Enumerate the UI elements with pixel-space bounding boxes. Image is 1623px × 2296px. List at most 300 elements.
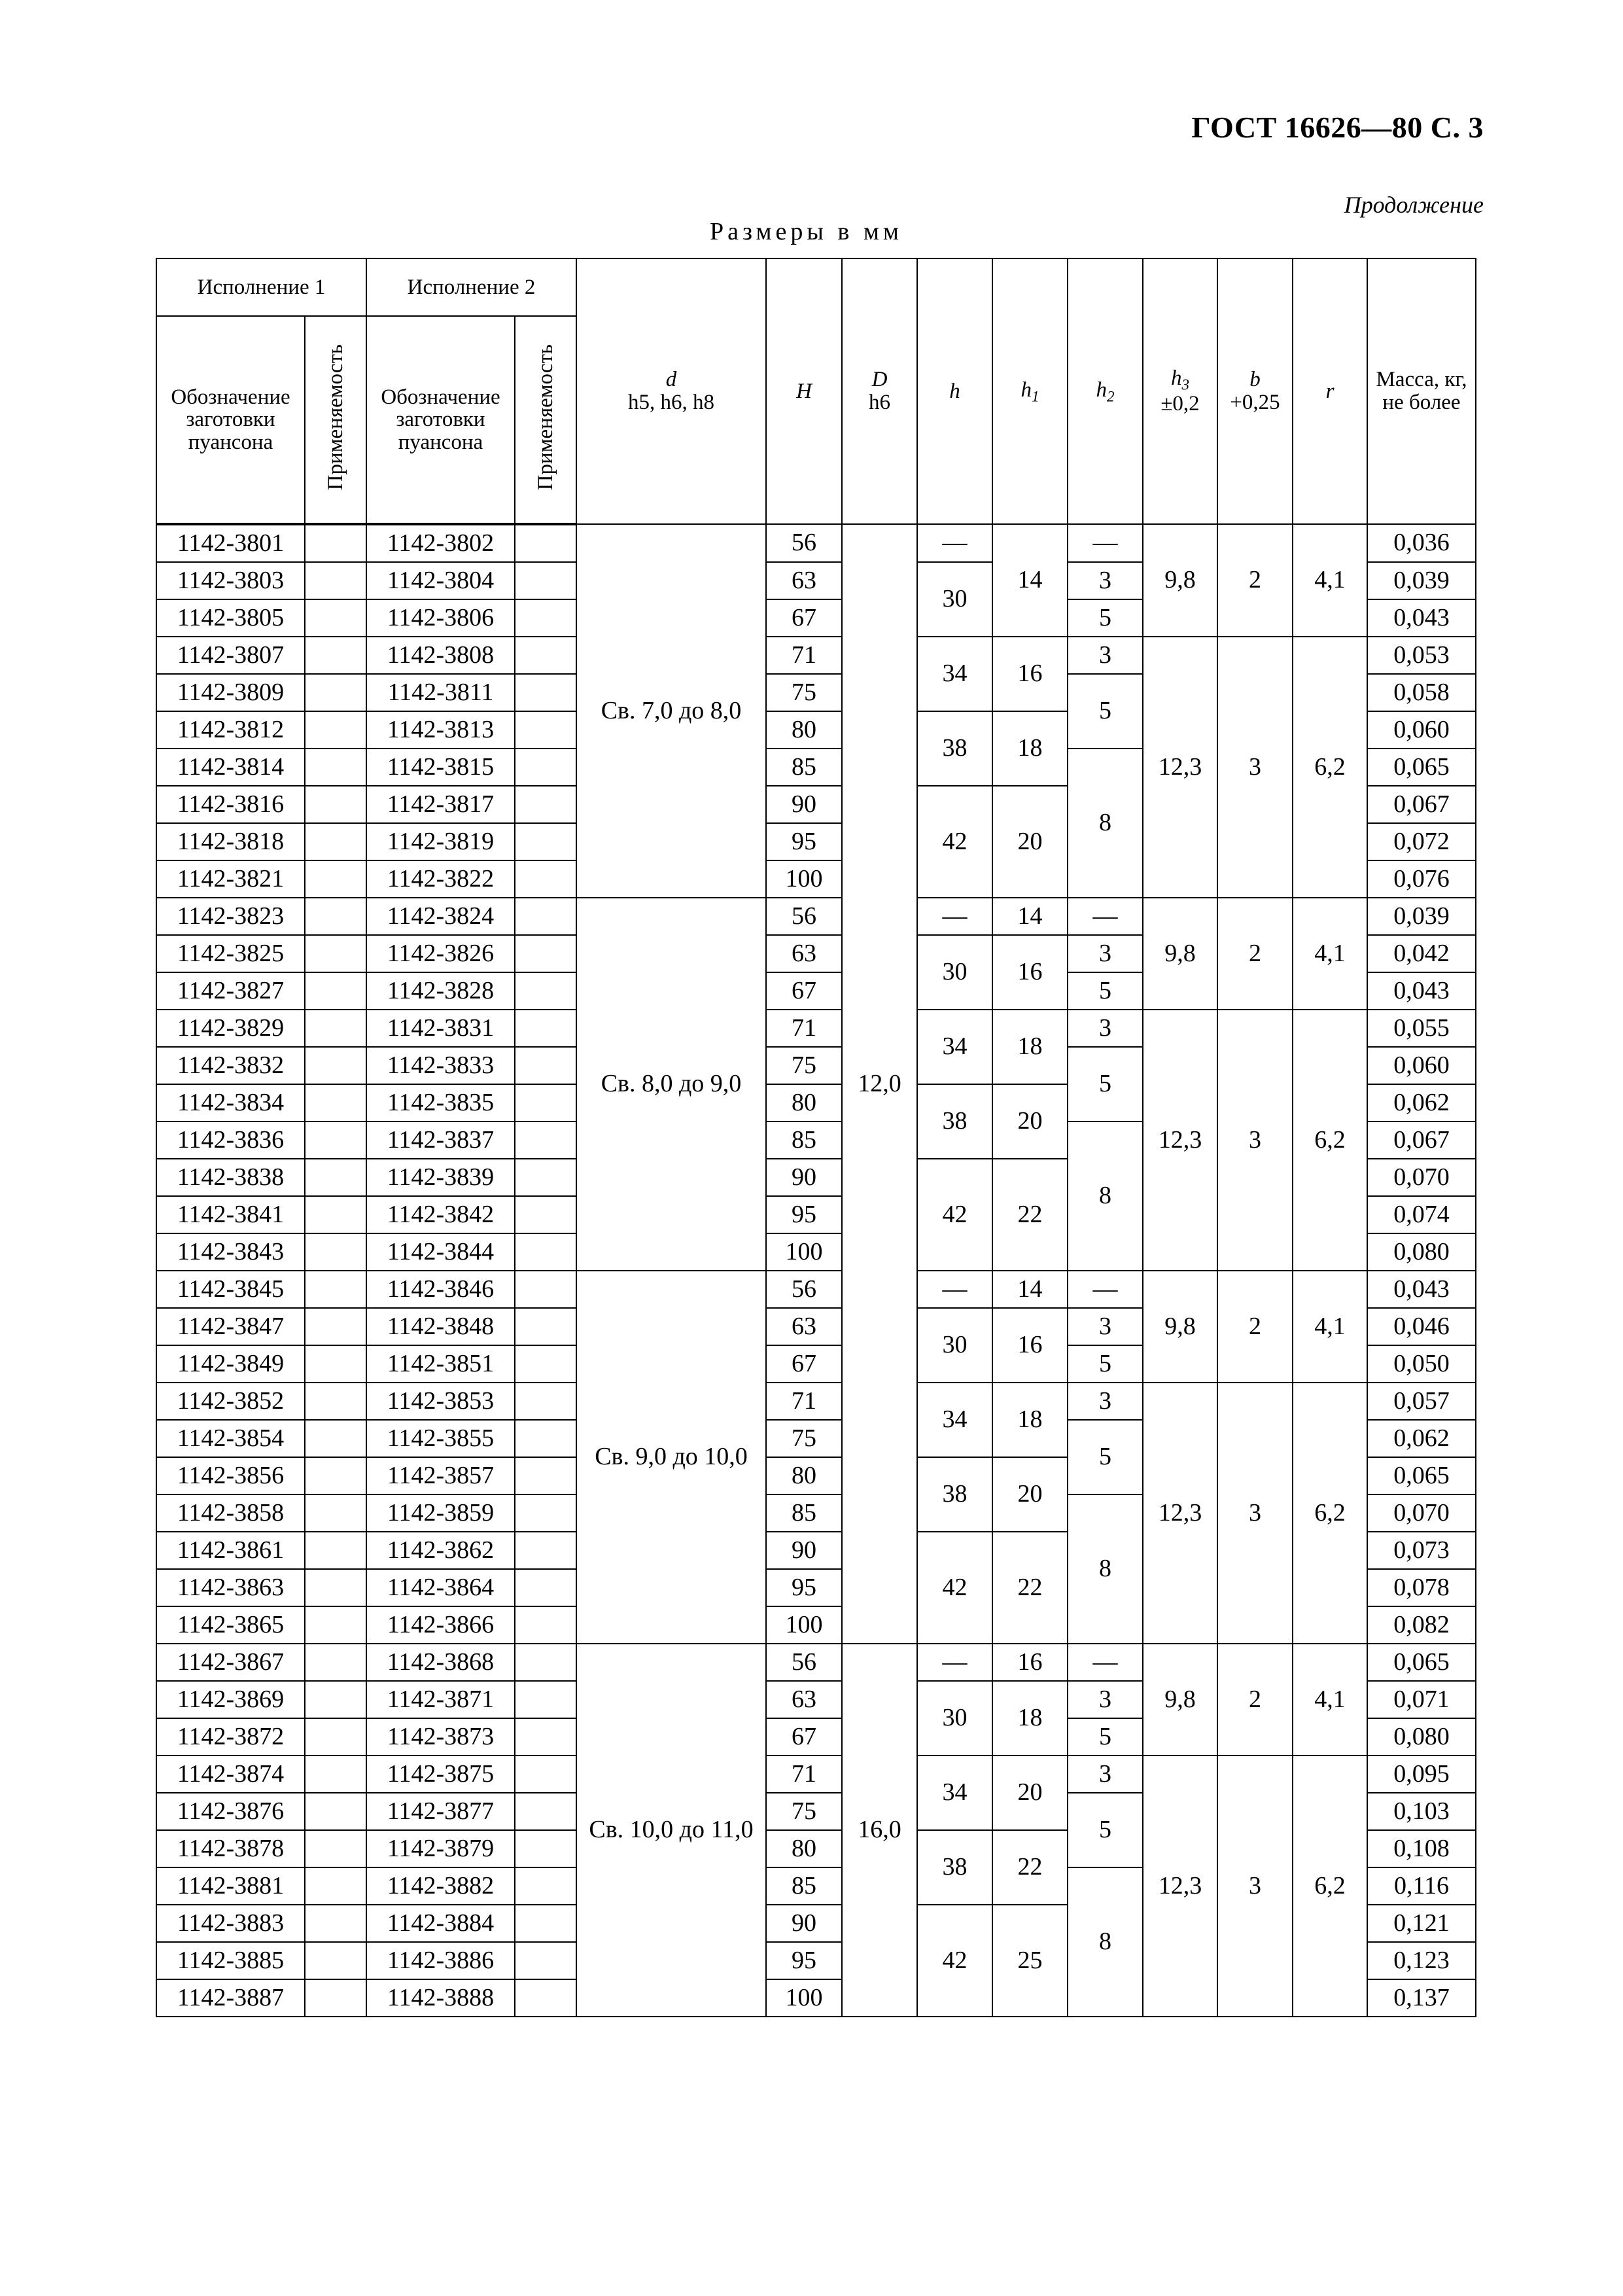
applicability-isp1 xyxy=(305,1718,366,1756)
designation-isp2: 1142-3864 xyxy=(366,1569,515,1606)
h-value: — xyxy=(917,898,992,935)
mass-value: 0,065 xyxy=(1367,1457,1476,1494)
designation-isp2: 1142-3884 xyxy=(366,1905,515,1942)
h1-value: 18 xyxy=(992,1681,1068,1756)
h3-value: 9,8 xyxy=(1143,1271,1217,1383)
designation-isp2: 1142-3844 xyxy=(366,1233,515,1271)
h3-value: 9,8 xyxy=(1143,898,1217,1010)
h2-value: 8 xyxy=(1068,1122,1143,1271)
H-value: 80 xyxy=(766,1084,842,1122)
h1-value: 16 xyxy=(992,935,1068,1010)
header-mass: Масса, кг, не более xyxy=(1367,258,1476,524)
h3-value: 9,8 xyxy=(1143,524,1217,637)
r-value: 4,1 xyxy=(1293,898,1367,1010)
h-value: 30 xyxy=(917,562,992,637)
h2-value: — xyxy=(1068,524,1143,562)
designation-isp2: 1142-3819 xyxy=(366,823,515,860)
h-value: 38 xyxy=(917,711,992,786)
applicability-isp1 xyxy=(305,1196,366,1233)
h2-value: 8 xyxy=(1068,749,1143,898)
designation-isp1: 1142-3805 xyxy=(156,599,305,637)
applicability-isp2 xyxy=(515,749,576,786)
header-r-symbol: r xyxy=(1325,379,1335,403)
applicability-isp1 xyxy=(305,1756,366,1793)
header-h3-symbol: h xyxy=(1170,366,1182,391)
header-oboznachenie-1: Обозначение заготовки пуансона xyxy=(156,316,305,524)
designation-isp2: 1142-3875 xyxy=(366,1756,515,1793)
h2-value: 3 xyxy=(1068,935,1143,972)
designation-isp1: 1142-3867 xyxy=(156,1644,305,1681)
designation-isp1: 1142-3878 xyxy=(156,1830,305,1867)
designation-isp1: 1142-3816 xyxy=(156,786,305,823)
h-value: 30 xyxy=(917,935,992,1010)
H-value: 90 xyxy=(766,1159,842,1196)
designation-isp2: 1142-3871 xyxy=(366,1681,515,1718)
h2-value: 8 xyxy=(1068,1494,1143,1644)
applicability-isp2 xyxy=(515,1420,576,1457)
designation-isp1: 1142-3832 xyxy=(156,1047,305,1084)
mass-value: 0,053 xyxy=(1367,637,1476,674)
h2-value: 3 xyxy=(1068,1308,1143,1345)
header-primenyaemost-2: Применяемость xyxy=(515,316,576,524)
h-value: — xyxy=(917,524,992,562)
designation-isp2: 1142-3882 xyxy=(366,1867,515,1905)
applicability-isp1 xyxy=(305,1644,366,1681)
designation-isp2: 1142-3839 xyxy=(366,1159,515,1196)
applicability-isp2 xyxy=(515,786,576,823)
H-value: 100 xyxy=(766,860,842,898)
applicability-isp1 xyxy=(305,823,366,860)
h2-value: 3 xyxy=(1068,1383,1143,1420)
H-value: 56 xyxy=(766,1644,842,1681)
H-value: 100 xyxy=(766,1233,842,1271)
h3-value: 12,3 xyxy=(1143,637,1217,898)
h-value: 42 xyxy=(917,1159,992,1271)
mass-value: 0,121 xyxy=(1367,1905,1476,1942)
applicability-isp1 xyxy=(305,1681,366,1718)
H-value: 67 xyxy=(766,1718,842,1756)
h1-value: 18 xyxy=(992,1010,1068,1084)
d-range: Св. 7,0 до 8,0 xyxy=(576,524,766,898)
mass-value: 0,080 xyxy=(1367,1718,1476,1756)
H-value: 80 xyxy=(766,1457,842,1494)
applicability-isp1 xyxy=(305,1308,366,1345)
b-value: 2 xyxy=(1217,1644,1293,1756)
r-value: 4,1 xyxy=(1293,1644,1367,1756)
h1-value: 14 xyxy=(992,1271,1068,1308)
applicability-isp1 xyxy=(305,1122,366,1159)
H-value: 85 xyxy=(766,1494,842,1532)
applicability-isp1 xyxy=(305,749,366,786)
H-value: 71 xyxy=(766,1756,842,1793)
mass-value: 0,057 xyxy=(1367,1383,1476,1420)
applicability-isp2 xyxy=(515,674,576,711)
h-value: 30 xyxy=(917,1681,992,1756)
applicability-isp2 xyxy=(515,599,576,637)
header-d-tolerance: h5, h6, h8 xyxy=(628,391,714,414)
mass-value: 0,071 xyxy=(1367,1681,1476,1718)
H-value: 56 xyxy=(766,898,842,935)
header-h2-sub: 2 xyxy=(1106,387,1115,405)
header-h-symbol: h xyxy=(949,379,960,403)
applicability-isp2 xyxy=(515,637,576,674)
applicability-isp2 xyxy=(515,1532,576,1569)
applicability-isp1 xyxy=(305,1084,366,1122)
applicability-isp1 xyxy=(305,674,366,711)
table-row xyxy=(156,1383,1476,1420)
table-row xyxy=(156,637,1476,674)
H-value: 100 xyxy=(766,1606,842,1644)
H-value: 90 xyxy=(766,786,842,823)
designation-isp1: 1142-3809 xyxy=(156,674,305,711)
designation-isp2: 1142-3859 xyxy=(366,1494,515,1532)
designation-isp2: 1142-3855 xyxy=(366,1420,515,1457)
designation-isp2: 1142-3813 xyxy=(366,711,515,749)
h1-value: 20 xyxy=(992,786,1068,898)
H-value: 75 xyxy=(766,1047,842,1084)
h3-value: 12,3 xyxy=(1143,1383,1217,1644)
h-value: 34 xyxy=(917,637,992,711)
H-value: 80 xyxy=(766,711,842,749)
header-h2-symbol: h xyxy=(1096,378,1107,402)
H-value: 56 xyxy=(766,524,842,562)
designation-isp2: 1142-3822 xyxy=(366,860,515,898)
applicability-isp2 xyxy=(515,1196,576,1233)
designation-isp2: 1142-3842 xyxy=(366,1196,515,1233)
applicability-isp1 xyxy=(305,1569,366,1606)
h1-value: 16 xyxy=(992,1308,1068,1383)
designation-isp1: 1142-3823 xyxy=(156,898,305,935)
h2-value: — xyxy=(1068,1644,1143,1681)
designation-isp1: 1142-3812 xyxy=(156,711,305,749)
h-value: — xyxy=(917,1271,992,1308)
applicability-isp1 xyxy=(305,1905,366,1942)
applicability-isp1 xyxy=(305,1979,366,2017)
H-value: 95 xyxy=(766,823,842,860)
applicability-isp1 xyxy=(305,711,366,749)
applicability-isp2 xyxy=(515,524,576,562)
designation-isp2: 1142-3804 xyxy=(366,562,515,599)
h2-value: 5 xyxy=(1068,1420,1143,1494)
mass-value: 0,067 xyxy=(1367,786,1476,823)
H-value: 90 xyxy=(766,1905,842,1942)
applicability-isp2 xyxy=(515,860,576,898)
applicability-isp2 xyxy=(515,1606,576,1644)
header-h2 xyxy=(1068,258,1143,524)
designation-isp1: 1142-3856 xyxy=(156,1457,305,1494)
header-h1 xyxy=(992,258,1068,524)
applicability-isp2 xyxy=(515,1345,576,1383)
mass-value: 0,103 xyxy=(1367,1793,1476,1830)
mass-value: 0,050 xyxy=(1367,1345,1476,1383)
h2-value: 5 xyxy=(1068,1793,1143,1867)
designation-isp2: 1142-3879 xyxy=(366,1830,515,1867)
mass-value: 0,060 xyxy=(1367,711,1476,749)
designation-isp2: 1142-3848 xyxy=(366,1308,515,1345)
designation-isp1: 1142-3854 xyxy=(156,1420,305,1457)
r-value: 6,2 xyxy=(1293,1756,1367,2017)
mass-value: 0,108 xyxy=(1367,1830,1476,1867)
b-value: 3 xyxy=(1217,1756,1293,2017)
b-value: 2 xyxy=(1217,898,1293,1010)
designation-isp2: 1142-3868 xyxy=(366,1644,515,1681)
r-value: 6,2 xyxy=(1293,1383,1367,1644)
H-value: 67 xyxy=(766,972,842,1010)
designation-isp1: 1142-3858 xyxy=(156,1494,305,1532)
designation-isp1: 1142-3818 xyxy=(156,823,305,860)
header-d-symbol: d xyxy=(665,368,677,392)
h2-value: 3 xyxy=(1068,1756,1143,1793)
mass-value: 0,137 xyxy=(1367,1979,1476,2017)
h-value: 38 xyxy=(917,1457,992,1532)
H-value: 67 xyxy=(766,1345,842,1383)
applicability-isp1 xyxy=(305,1159,366,1196)
applicability-isp1 xyxy=(305,860,366,898)
h2-value: 5 xyxy=(1068,599,1143,637)
applicability-isp2 xyxy=(515,1383,576,1420)
header-H xyxy=(766,258,842,524)
designation-isp2: 1142-3811 xyxy=(366,674,515,711)
header-h3-sub: 3 xyxy=(1181,376,1190,393)
h1-value: 22 xyxy=(992,1159,1068,1271)
H-value: 67 xyxy=(766,599,842,637)
H-value: 71 xyxy=(766,1383,842,1420)
designation-isp2: 1142-3826 xyxy=(366,935,515,972)
header-H-symbol: H xyxy=(796,379,812,403)
designation-isp1: 1142-3883 xyxy=(156,1905,305,1942)
mass-value: 0,072 xyxy=(1367,823,1476,860)
d-range: Св. 9,0 до 10,0 xyxy=(576,1271,766,1644)
h2-value: 3 xyxy=(1068,637,1143,674)
mass-value: 0,042 xyxy=(1367,935,1476,972)
H-value: 85 xyxy=(766,1122,842,1159)
designation-isp1: 1142-3834 xyxy=(156,1084,305,1122)
r-value: 4,1 xyxy=(1293,524,1367,637)
h2-value: 5 xyxy=(1068,1718,1143,1756)
h-value: 34 xyxy=(917,1383,992,1457)
b-value: 3 xyxy=(1217,637,1293,898)
designation-isp1: 1142-3845 xyxy=(156,1271,305,1308)
designation-isp2: 1142-3866 xyxy=(366,1606,515,1644)
applicability-isp1 xyxy=(305,1793,366,1830)
table-row xyxy=(156,1010,1476,1047)
applicability-isp1 xyxy=(305,1867,366,1905)
designation-isp2: 1142-3862 xyxy=(366,1532,515,1569)
applicability-isp1 xyxy=(305,524,366,562)
h2-value: 5 xyxy=(1068,1047,1143,1122)
h-value: — xyxy=(917,1644,992,1681)
applicability-isp1 xyxy=(305,1010,366,1047)
applicability-isp2 xyxy=(515,1979,576,2017)
designation-isp1: 1142-3876 xyxy=(156,1793,305,1830)
applicability-isp2 xyxy=(515,562,576,599)
designation-isp2: 1142-3833 xyxy=(366,1047,515,1084)
mass-value: 0,074 xyxy=(1367,1196,1476,1233)
applicability-isp2 xyxy=(515,823,576,860)
h1-value: 20 xyxy=(992,1756,1068,1830)
mass-value: 0,055 xyxy=(1367,1010,1476,1047)
header-r xyxy=(1293,258,1367,524)
header-ispolnenie-1: Исполнение 1 xyxy=(156,258,366,316)
H-value: 95 xyxy=(766,1942,842,1979)
designation-isp1: 1142-3874 xyxy=(156,1756,305,1793)
h2-value: 8 xyxy=(1068,1867,1143,2017)
applicability-isp2 xyxy=(515,972,576,1010)
d-range: Св. 10,0 до 11,0 xyxy=(576,1644,766,2017)
mass-value: 0,116 xyxy=(1367,1867,1476,1905)
h3-value: 12,3 xyxy=(1143,1010,1217,1271)
h2-value: 3 xyxy=(1068,1010,1143,1047)
d-range: Св. 8,0 до 9,0 xyxy=(576,898,766,1271)
designation-isp2: 1142-3835 xyxy=(366,1084,515,1122)
applicability-isp2 xyxy=(515,1644,576,1681)
applicability-isp1 xyxy=(305,972,366,1010)
mass-value: 0,078 xyxy=(1367,1569,1476,1606)
mass-value: 0,073 xyxy=(1367,1532,1476,1569)
applicability-isp2 xyxy=(515,1569,576,1606)
designation-isp2: 1142-3808 xyxy=(366,637,515,674)
h-value: 42 xyxy=(917,786,992,898)
mass-value: 0,043 xyxy=(1367,972,1476,1010)
header-d xyxy=(576,258,766,524)
applicability-isp1 xyxy=(305,1383,366,1420)
h2-value: — xyxy=(1068,898,1143,935)
designation-isp1: 1142-3887 xyxy=(156,1979,305,2017)
mass-value: 0,046 xyxy=(1367,1308,1476,1345)
applicability-isp1 xyxy=(305,898,366,935)
continuation-label: Продолжение xyxy=(1344,192,1484,218)
designation-isp1: 1142-3865 xyxy=(156,1606,305,1644)
designation-isp2: 1142-3873 xyxy=(366,1718,515,1756)
h-value: 34 xyxy=(917,1756,992,1830)
applicability-isp1 xyxy=(305,1942,366,1979)
mass-value: 0,123 xyxy=(1367,1942,1476,1979)
h2-value: 5 xyxy=(1068,1345,1143,1383)
H-value: 71 xyxy=(766,1010,842,1047)
h-value: 38 xyxy=(917,1830,992,1905)
applicability-isp1 xyxy=(305,1271,366,1308)
applicability-isp1 xyxy=(305,1532,366,1569)
applicability-isp2 xyxy=(515,1457,576,1494)
H-value: 85 xyxy=(766,1867,842,1905)
header-b xyxy=(1217,258,1293,524)
designation-isp2: 1142-3817 xyxy=(366,786,515,823)
applicability-isp1 xyxy=(305,1047,366,1084)
H-value: 75 xyxy=(766,674,842,711)
applicability-isp1 xyxy=(305,935,366,972)
table-row xyxy=(156,524,1476,562)
h3-value: 12,3 xyxy=(1143,1756,1217,2017)
h1-value: 20 xyxy=(992,1084,1068,1159)
h2-value: 5 xyxy=(1068,972,1143,1010)
applicability-isp2 xyxy=(515,1756,576,1793)
applicability-isp1 xyxy=(305,1457,366,1494)
h1-value: 18 xyxy=(992,711,1068,786)
mass-value: 0,065 xyxy=(1367,1644,1476,1681)
mass-value: 0,080 xyxy=(1367,1233,1476,1271)
designation-isp1: 1142-3821 xyxy=(156,860,305,898)
header-ispolnenie-2: Исполнение 2 xyxy=(366,258,576,316)
applicability-isp2 xyxy=(515,1718,576,1756)
b-value: 2 xyxy=(1217,524,1293,637)
header-D xyxy=(842,258,917,524)
mass-value: 0,070 xyxy=(1367,1494,1476,1532)
applicability-isp1 xyxy=(305,1345,366,1383)
h1-value: 20 xyxy=(992,1457,1068,1532)
applicability-isp2 xyxy=(515,1905,576,1942)
applicability-isp1 xyxy=(305,1494,366,1532)
r-value: 4,1 xyxy=(1293,1271,1367,1383)
document-header: ГОСТ 16626—80 С. 3 xyxy=(1191,111,1484,144)
designation-isp2: 1142-3857 xyxy=(366,1457,515,1494)
applicability-isp2 xyxy=(515,1308,576,1345)
applicability-isp2 xyxy=(515,1233,576,1271)
h2-value: 5 xyxy=(1068,674,1143,749)
designation-isp2: 1142-3851 xyxy=(366,1345,515,1383)
h2-value: 3 xyxy=(1068,1681,1143,1718)
H-value: 95 xyxy=(766,1196,842,1233)
h1-value: 22 xyxy=(992,1532,1068,1644)
applicability-isp2 xyxy=(515,1494,576,1532)
H-value: 100 xyxy=(766,1979,842,2017)
designation-isp1: 1142-3836 xyxy=(156,1122,305,1159)
b-value: 3 xyxy=(1217,1383,1293,1644)
mass-value: 0,039 xyxy=(1367,898,1476,935)
H-value: 56 xyxy=(766,1271,842,1308)
designation-isp2: 1142-3886 xyxy=(366,1942,515,1979)
h-value: 42 xyxy=(917,1532,992,1644)
designation-isp2: 1142-3828 xyxy=(366,972,515,1010)
mass-value: 0,076 xyxy=(1367,860,1476,898)
designation-isp1: 1142-3838 xyxy=(156,1159,305,1196)
applicability-isp1 xyxy=(305,1830,366,1867)
applicability-isp2 xyxy=(515,711,576,749)
applicability-isp2 xyxy=(515,1793,576,1830)
designation-isp1: 1142-3849 xyxy=(156,1345,305,1383)
h-value: 30 xyxy=(917,1308,992,1383)
H-value: 75 xyxy=(766,1793,842,1830)
designation-isp1: 1142-3814 xyxy=(156,749,305,786)
applicability-isp2 xyxy=(515,1830,576,1867)
h-value: 38 xyxy=(917,1084,992,1159)
mass-value: 0,062 xyxy=(1367,1420,1476,1457)
spec-table xyxy=(156,258,1476,2017)
mass-value: 0,065 xyxy=(1367,749,1476,786)
H-value: 63 xyxy=(766,1681,842,1718)
designation-isp2: 1142-3846 xyxy=(366,1271,515,1308)
D-value: 12,0 xyxy=(842,524,917,1644)
applicability-isp2 xyxy=(515,1122,576,1159)
h1-value: 16 xyxy=(992,1644,1068,1681)
applicability-isp1 xyxy=(305,562,366,599)
designation-isp1: 1142-3803 xyxy=(156,562,305,599)
table-row xyxy=(156,1271,1476,1308)
units-caption: Размеры в мм xyxy=(710,218,903,245)
mass-value: 0,067 xyxy=(1367,1122,1476,1159)
header-b-tolerance: +0,25 xyxy=(1230,391,1280,414)
h1-value: 16 xyxy=(992,637,1068,711)
header-h1-sub: 1 xyxy=(1031,387,1039,405)
header-D-symbol: D xyxy=(871,368,888,392)
applicability-isp2 xyxy=(515,1681,576,1718)
applicability-isp2 xyxy=(515,935,576,972)
applicability-isp2 xyxy=(515,1047,576,1084)
mass-value: 0,070 xyxy=(1367,1159,1476,1196)
header-h1-symbol: h xyxy=(1021,378,1032,402)
mass-value: 0,062 xyxy=(1367,1084,1476,1122)
D-value: 16,0 xyxy=(842,1644,917,2017)
applicability-isp2 xyxy=(515,1159,576,1196)
